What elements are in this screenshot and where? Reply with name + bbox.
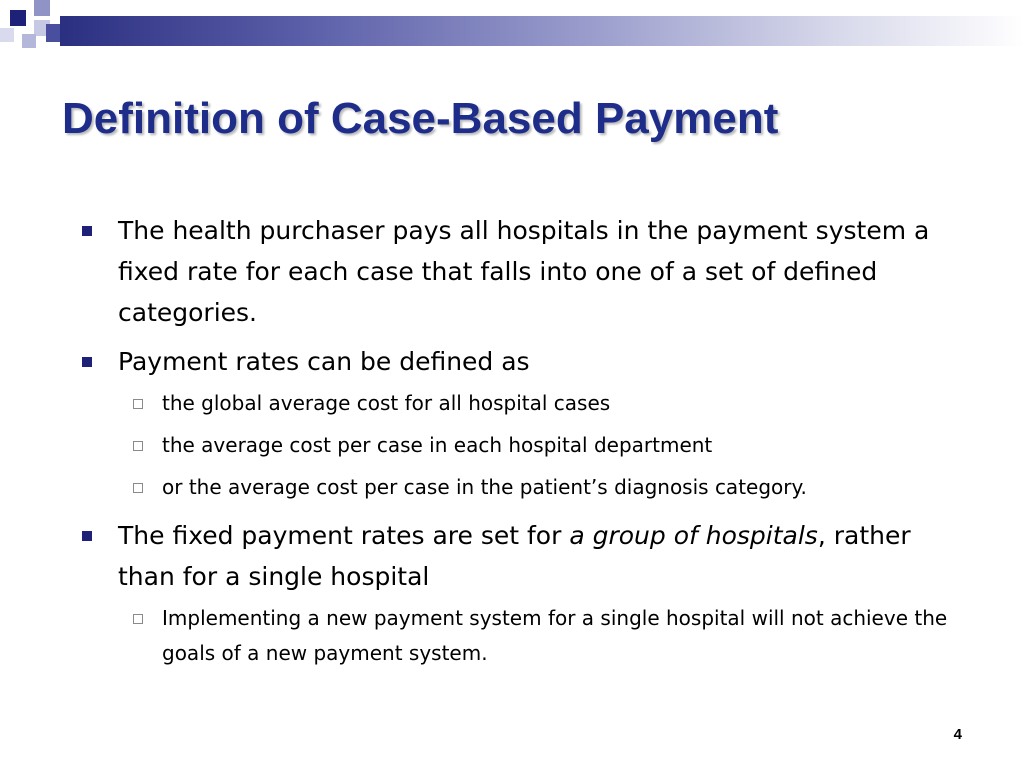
filled-square-bullet-icon	[82, 531, 92, 541]
bullet-item	[80, 515, 950, 597]
decor-square	[0, 28, 14, 42]
bullet-text: Payment rates can be defined as	[118, 347, 530, 376]
sub-bullet-item	[118, 470, 950, 505]
sub-bullet-text: the global average cost for all hospital cases	[162, 391, 611, 415]
hollow-square-bullet-icon	[133, 614, 143, 624]
sub-bullet-item	[118, 601, 950, 671]
gradient-bar	[60, 16, 1024, 46]
bullet-text-emphasis: a group of hospitals	[569, 521, 818, 550]
bullet-text-end: , rather than for a single hospital	[118, 521, 911, 591]
bullet-text-start: The fixed payment rates are set for	[118, 521, 570, 550]
slide-title: Definition of Case-Based Payment	[62, 94, 779, 143]
decor-square	[10, 10, 26, 26]
bullet-item	[80, 341, 950, 382]
filled-square-bullet-icon	[82, 226, 92, 236]
decor-square	[34, 0, 50, 16]
sub-bullet-text: Implementing a new payment system for a single hospital will not achieve the goals of a new payment system.	[162, 606, 948, 665]
decor-square	[22, 34, 36, 48]
hollow-square-bullet-icon	[133, 483, 143, 493]
page-number: 4	[953, 726, 962, 743]
hollow-square-bullet-icon	[133, 441, 143, 451]
filled-square-bullet-icon	[82, 357, 92, 367]
sub-bullet-item	[118, 428, 950, 463]
sub-bullet-text: or the average cost per case in the patient’s diagnosis category.	[162, 475, 807, 499]
bullet-item	[80, 210, 950, 333]
bullet-text: The health purchaser pays all hospitals in the payment system a fixed rate for each case that falls into one of a set of defined categories.	[118, 216, 930, 327]
sub-bullet-text: the average cost per case in each hospital department	[162, 433, 713, 457]
bullet-list	[80, 210, 950, 678]
hollow-square-bullet-icon	[133, 399, 143, 409]
sub-bullet-item	[118, 386, 950, 421]
